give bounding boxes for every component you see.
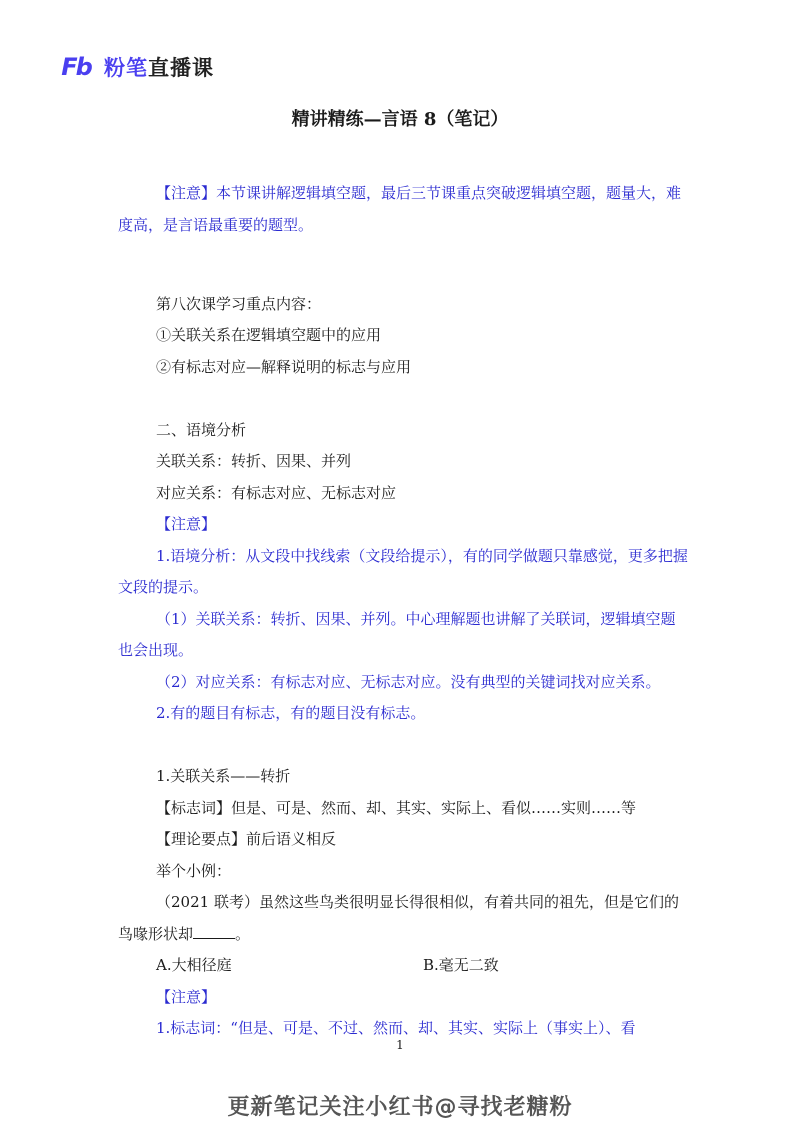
answer-options bbox=[118, 950, 690, 982]
brand-name: 粉笔直播课 bbox=[104, 56, 214, 80]
note-paragraph: 1.语境分析：从文段中找线索（文段给提示），有的同学做题只靠感觉，更多把握文段的提示。 bbox=[118, 546, 688, 596]
footer-watermark: 更新笔记关注小红书@寻找老糖粉 bbox=[227, 1095, 573, 1120]
document-title: 精讲精练—言语 8（笔记） bbox=[291, 109, 509, 130]
answer-blank bbox=[193, 924, 235, 939]
section-heading: 二、语境分析 bbox=[156, 420, 247, 439]
option-a: A.大相径庭 bbox=[156, 956, 232, 974]
section-line: 对应关系：有标志对应、无标志对应 bbox=[156, 483, 397, 502]
focus-item: ②有标志对应—解释说明的标志与应用 bbox=[156, 357, 412, 376]
note-paragraph: 【注意】本节课讲解逻辑填空题，最后三节课重点突破逻辑填空题，题量大，难度高，是言语最重要的题型。 bbox=[118, 184, 682, 234]
note-paragraph: 2.有的题目有标志，有的题目没有标志。 bbox=[156, 704, 426, 722]
theory-point: 【理论要点】前后语义相反 bbox=[156, 830, 337, 848]
focus-item: ①关联关系在逻辑填空题中的应用 bbox=[156, 326, 382, 344]
note-tag: 【注意】 bbox=[156, 987, 217, 1006]
option-b: B.毫无二致 bbox=[423, 956, 499, 974]
marker-words: 【标志词】但是、可是、然而、却、其实、实际上、看似……实则……等 bbox=[156, 798, 637, 817]
note-paragraph: （2）对应关系：有标志对应、无标志对应。没有典型的关键词找对应关系。 bbox=[156, 672, 661, 691]
fb-logo-icon: Fb bbox=[61, 53, 91, 81]
note-paragraph: 1.标志词：“但是、可是、不过、然而、却、其实、实际上（事实上）、看 bbox=[156, 1019, 636, 1037]
example-question: （2021 联考）虽然这些鸟类很明显长得很相似，有着共同的祖先，但是它们的鸟喙形状却 。 bbox=[118, 893, 679, 943]
note-tag: 【注意】 bbox=[156, 515, 217, 533]
note-paragraph: （1）关联关系：转折、因果、并列。中心理解题也讲解了关联词，逻辑填空题也会出现。 bbox=[118, 609, 676, 659]
brand-logo bbox=[56, 52, 214, 82]
document-body bbox=[118, 178, 690, 1045]
section-line: 关联关系：转折、因果、并列 bbox=[156, 452, 352, 470]
example-label: 举个小例： bbox=[156, 861, 232, 880]
topic-heading: 1.关联关系——转折 bbox=[156, 767, 291, 785]
focus-heading: 第八次课学习重点内容： bbox=[156, 294, 322, 313]
page-number: 1 bbox=[396, 1038, 404, 1052]
